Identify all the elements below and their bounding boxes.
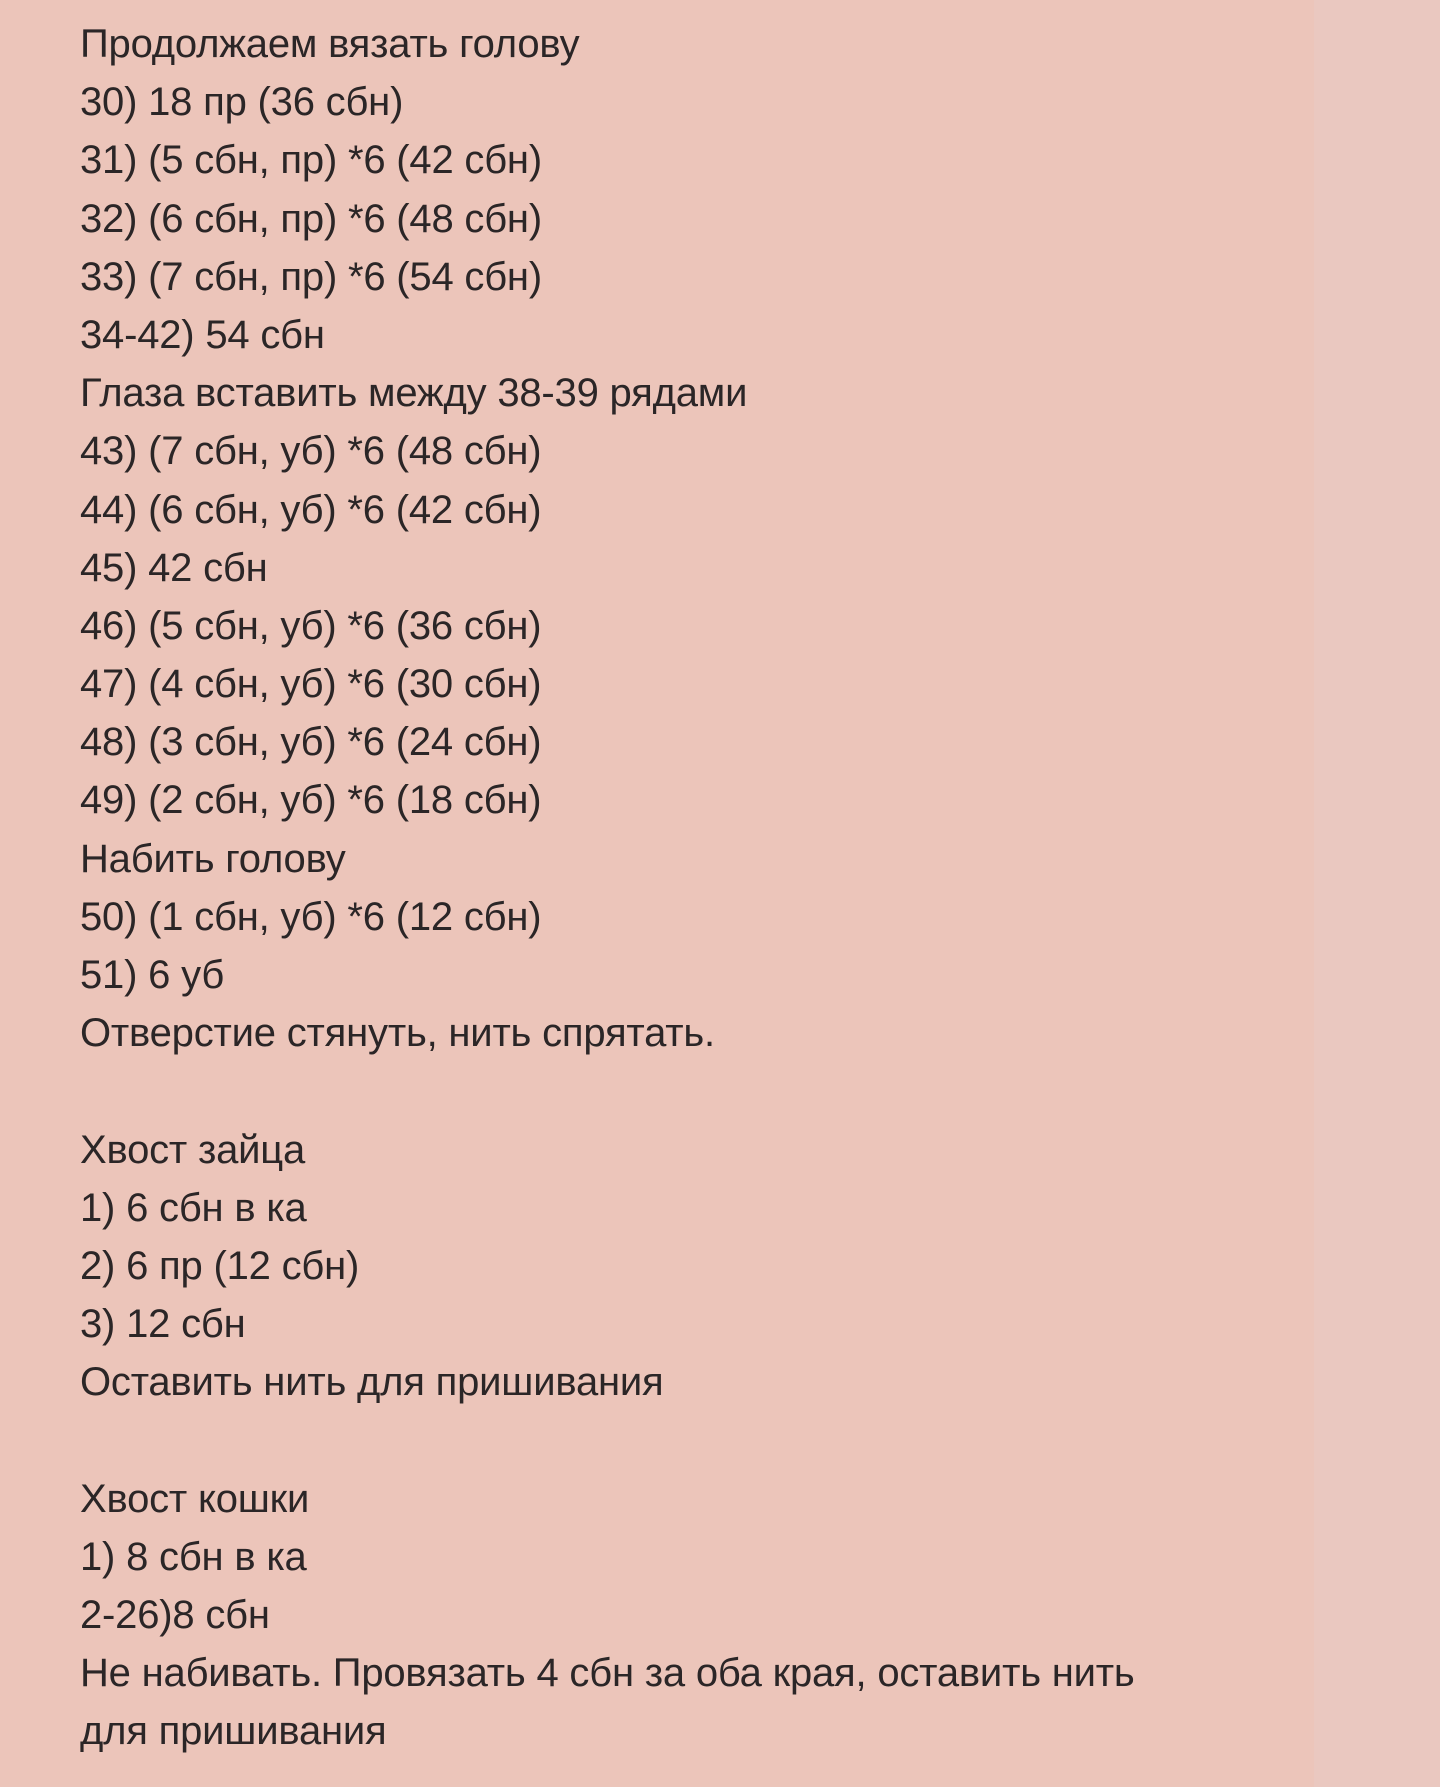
pattern-row: 50) (1 сбн, уб) *6 (12 сбн) [80, 894, 542, 939]
pattern-row: 2-26)8 сбн [80, 1593, 270, 1638]
stuff-note: Набить голову [80, 836, 346, 881]
pattern-row: 45) 42 сбн [80, 545, 268, 590]
section-title-rabbit-tail: Хвост зайца [80, 1127, 306, 1172]
pattern-row: 1) 8 сбн в ка [80, 1534, 307, 1579]
pattern-text [80, 15, 1280, 1761]
cat-tail-note-continued: для пришивания [80, 1709, 387, 1754]
rabbit-tail-note: Оставить нить для пришивания [80, 1360, 664, 1405]
right-edge-strip [1314, 0, 1440, 1787]
pattern-row: 44) (6 сбн, уб) *6 (42 сбн) [80, 487, 542, 532]
section-title-head: Продолжаем вязать голову [80, 22, 580, 66]
pattern-row: 47) (4 сбн, уб) *6 (30 сбн) [80, 662, 542, 707]
pattern-row: 32) (6 сбн, пр) *6 (48 сбн) [80, 196, 542, 241]
pattern-row: 31) (5 сбн, пр) *6 (42 сбн) [80, 138, 542, 183]
eyes-note: Глаза вставить между 38-39 рядами [80, 371, 748, 416]
section-title-cat-tail: Хвост кошки [80, 1476, 310, 1521]
cat-tail-note: Не набивать. Провязать 4 сбн за оба края, оставить нить [80, 1651, 1135, 1696]
pattern-row: 51) 6 уб [80, 953, 225, 997]
pattern-row: 30) 18 пр (36 сбн) [80, 80, 404, 125]
finish-note: Отверстие стянуть, нить спрятать. [80, 1011, 715, 1056]
pattern-row: 48) (3 сбн, уб) *6 (24 сбн) [80, 720, 542, 765]
pattern-row: 46) (5 сбн, уб) *6 (36 сбн) [80, 603, 542, 648]
pattern-row: 2) 6 пр (12 сбн) [80, 1243, 360, 1288]
pattern-row: 43) (7 сбн, уб) *6 (48 сбн) [80, 429, 542, 474]
pattern-row: 34-42) 54 сбн [80, 312, 325, 357]
blank-line [80, 1412, 1280, 1470]
pattern-row: 33) (7 сбн, пр) *6 (54 сбн) [80, 254, 542, 299]
blank-line [80, 1062, 1280, 1120]
pattern-row: 1) 6 сбн в ка [80, 1185, 307, 1230]
pattern-row: 49) (2 сбн, уб) *6 (18 сбн) [80, 778, 542, 823]
pattern-row: 3) 12 сбн [80, 1302, 246, 1347]
